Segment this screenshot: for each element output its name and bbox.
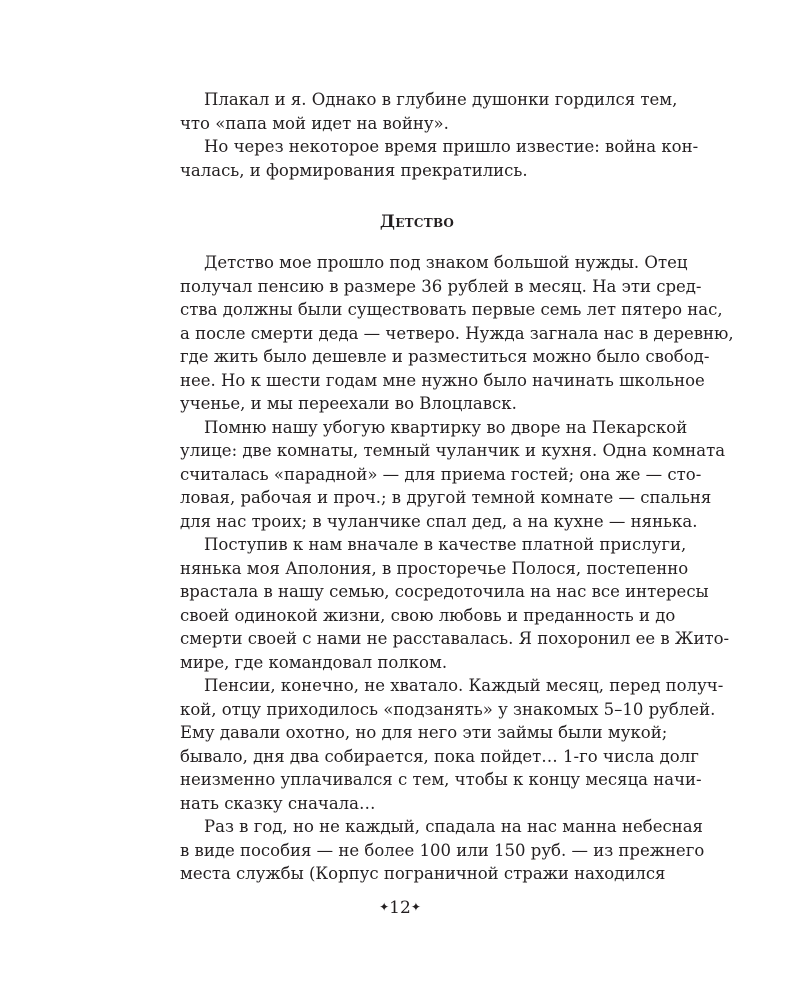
text-line: кой, отцу приходилось «подзанять» у знакомых 5–10 рублей. (180, 699, 716, 719)
page-number (0, 896, 800, 921)
text-line: ловая, рабочая и проч.; в другой темной комнате — спальня (180, 488, 712, 507)
text-line: Плакал и я. Однако в глубине душонки гордился тем, (204, 90, 678, 109)
text-line: Раз в год, но не каждый, спадала на нас манна небесная (204, 817, 703, 836)
paragraph (180, 533, 730, 674)
text-line: мире, где командовал полком. (180, 652, 448, 672)
text-line: где жить было дешевле и разместиться можно было свобод- (180, 347, 710, 366)
paragraph (180, 416, 726, 534)
text-line: считалась «парадной» — для приема гостей; она же — сто- (180, 464, 702, 484)
page-body (180, 88, 734, 886)
text-line: неизменно уплачивался с тем, чтобы к концу месяца начи- (180, 770, 702, 789)
text-line: Ему давали охотно, но для него эти займы были мукой; (180, 723, 668, 742)
text-line: Пенсии, конечно, не хватало. Каждый месяц, перед получ- (204, 676, 724, 695)
paragraph (180, 135, 699, 182)
text-line: Помню нашу убогую квартирку во дворе на Пекарской (204, 417, 688, 437)
text-line: врастала в нашу семью, сосредоточила на нас все интересы (180, 582, 709, 601)
paragraph (180, 251, 734, 416)
text-line: нянька моя Аполония, в просторечье Полося, постепенно (180, 558, 689, 578)
text-line: для нас троих; в чуланчике спал дед, а на кухне — нянька. (180, 511, 698, 531)
text-line: чалась, и формирования прекратились. (180, 160, 528, 180)
text-line: Поступив к нам вначале в качестве платной прислуги, (204, 535, 687, 554)
text-line: места службы (Корпус пограничной стражи находился (180, 864, 666, 883)
text-line: смерти своей с нами не расставалась. Я похоронил ее в Жито- (180, 629, 730, 648)
text-line: Детство мое прошло под знаком большой нужды. Отец (204, 253, 688, 272)
text-line: ученье, и мы переехали во Влоцлавск. (180, 394, 517, 413)
text-line: ства должны были существовать первые семь лет пятеро нас, (180, 300, 723, 319)
text-line: Но через некоторое время пришло известие: война кон- (204, 137, 699, 156)
paragraph (180, 88, 678, 135)
text-line: что «папа мой идет на войну». (180, 113, 449, 133)
text-line: своей одинокой жизни, свою любовь и преданность и до (180, 605, 676, 625)
text-line: улице: две комнаты, темный чуланчик и кухня. Одна комната (180, 441, 726, 460)
section-heading: Детство (379, 212, 455, 232)
chapter-continuation (180, 88, 699, 182)
section-text (180, 251, 734, 886)
text-line: получал пенсию в размере 36 рублей в месяц. На эти сред- (180, 276, 702, 296)
text-line: нать сказку сначала… (180, 793, 376, 813)
text-line: бывало, дня два собирается, пока пойдет… 1-го числа долг (180, 746, 699, 766)
text-line: в виде пособия — не более 100 или 150 руб. — из прежнего (180, 840, 705, 860)
ornament-left-icon: ✦ (379, 900, 390, 914)
paragraph (180, 674, 724, 815)
page-number-value: 12 (389, 898, 411, 918)
text-line: а после смерти деда — четверо. Нужда загнала нас в деревню, (180, 323, 734, 343)
text-line: нее. Но к шести годам мне нужно было начинать школьное (180, 370, 705, 390)
paragraph (180, 815, 705, 886)
ornament-right-icon: ✦ (410, 900, 421, 914)
